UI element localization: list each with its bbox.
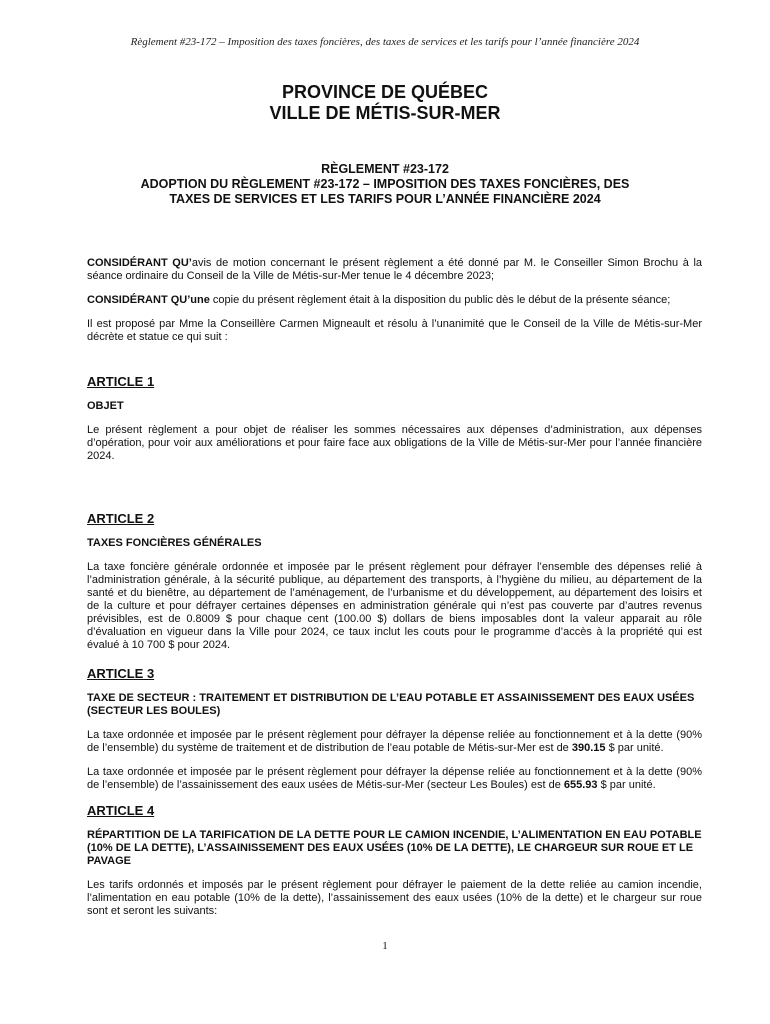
document-title (0, 82, 770, 124)
water-rate-amount: 390.15 (571, 742, 606, 754)
article-4-subheading: RÉPARTITION DE LA TARIFICATION DE LA DETTE POUR LE CAMION INCENDIE, L’ALIMENTATION EN EAU POTABLE (10% DE LA DETTE), L’ASSAINISSEMENT DES EAUX USÉES (10% DE LA DETTE), LE CHARGEUR SUR ROUE ET LE PAVAGE (87, 829, 702, 867)
city-title: VILLE DE MÉTIS-SUR-MER (269, 103, 501, 123)
article-1-heading: ARTICLE 1 (87, 374, 155, 389)
article-3-suffix-1: $ par unité. (605, 742, 664, 754)
regulation-subtitle-line2: TAXES DE SERVICES ET LES TARIFS POUR L’ANNÉE FINANCIÈRE 2024 (169, 192, 601, 206)
article-3-text-2: La taxe ordonnée et imposée par le présent règlement pour défrayer la dépense reliée au fonctionnement et à la dette (90% de l’ensemble) de l’assainissement des eaux usées de Métis-sur-Mer (secteur Les Boules) est de (87, 766, 702, 791)
regulation-subtitle-line1: ADOPTION DU RÈGLEMENT #23-172 – IMPOSITION DES TAXES FONCIÈRES, DES (140, 177, 630, 191)
considerant-text-1: avis de motion concernant le présent règlement a été donné par M. le Conseiller Simon Brochu à la séance ordinaire du Conseil de la Ville de Métis-sur-Mer tenue le 4 décembre 2023; (87, 257, 703, 282)
considerant-paragraph-2 (87, 294, 702, 307)
article-3-paragraph-1 (87, 729, 702, 755)
province-title: PROVINCE DE QUÉBEC (281, 82, 489, 102)
considerant-lead-2: CONSIDÉRANT QU’une (87, 294, 210, 306)
article-3-text-1: La taxe ordonnée et imposée par le présent règlement pour défrayer la dépense reliée au fonctionnement et à la dette (90% de l’ensemble) du système de traitement et de distribution de l’eau potable de Métis-sur-Mer est de (87, 729, 702, 754)
article-3-paragraph-2 (87, 766, 702, 792)
page-number: 1 (382, 940, 388, 952)
article-3-suffix-2: $ par unité. (597, 779, 656, 791)
running-header: Règlement #23-172 – Imposition des taxes foncières, des taxes de services et les tarifs pour l’année financière 2024 (130, 36, 640, 48)
document-body (87, 257, 702, 929)
article-4-text: Les tarifs ordonnés et imposés par le présent règlement pour défrayer le paiement de la dette reliée au camion incendie, l’alimentation en eau potable (10% de la dette), l’assainissement des eaux usées (10% de la dette) et le chargeur sur roue sont et seront les suivants: (87, 879, 702, 917)
proposal-paragraph: Il est proposé par Mme la Conseillère Carmen Migneault et résolu à l’unanimité que le Conseil de la Ville de Métis-sur-Mer décrète et statue ce qui suit : (87, 318, 702, 343)
article-1-subheading: OBJET (87, 400, 124, 412)
considerant-lead-1: CONSIDÉRANT QU’ (87, 257, 192, 269)
sewer-rate-amount: 655.93 (563, 779, 598, 791)
regulation-number: RÈGLEMENT #23-172 (321, 162, 449, 176)
article-4-heading: ARTICLE 4 (87, 803, 155, 818)
article-1-text: Le présent règlement a pour objet de réaliser les sommes nécessaires aux dépenses d’administration, aux dépenses d’opération, pour voir aux améliorations et pour faire face aux obligations de la Ville de Métis-sur-Mer pour l’année financière 2024. (87, 424, 702, 462)
regulation-title-block (60, 162, 710, 207)
article-2-heading: ARTICLE 2 (87, 511, 155, 526)
article-2-subheading: TAXES FONCIÈRES GÉNÉRALES (87, 537, 262, 549)
article-2-text: La taxe foncière générale ordonnée et imposée par le présent règlement pour défrayer l’ensemble des dépenses relié à l’administration générale, à la sécurité publique, au département des transports, à l’hygiène du milieu, au département de la santé et du bienêtre, au département de l’aménagement, de l’urbanisme et du développement, au département des loisirs et de la culture et pour défrayer certaines dépenses en administration générale qui n’est pas couverte par d’autres revenus prévisibles, est de 0.8009 $ pour chaque cent (100.00 $) dollars de biens imposables dont la valeur apparait au rôle d’évaluation en vigueur dans la Ville pour 2024, ce taux inclut les couts pour le programme d’accès à la propriété qui est évalué à 10 700 $ pour 2024. (87, 561, 702, 651)
article-3-heading: ARTICLE 3 (87, 666, 155, 681)
considerant-paragraph-1 (87, 257, 702, 283)
considerant-text-2: copie du présent règlement était à la disposition du public dès le début de la présente séance; (209, 294, 671, 306)
article-3-subheading: TAXE DE SECTEUR : TRAITEMENT ET DISTRIBUTION DE L’EAU POTABLE ET ASSAINISSEMENT DES EAUX USÉES (SECTEUR LES BOULES) (87, 692, 695, 717)
